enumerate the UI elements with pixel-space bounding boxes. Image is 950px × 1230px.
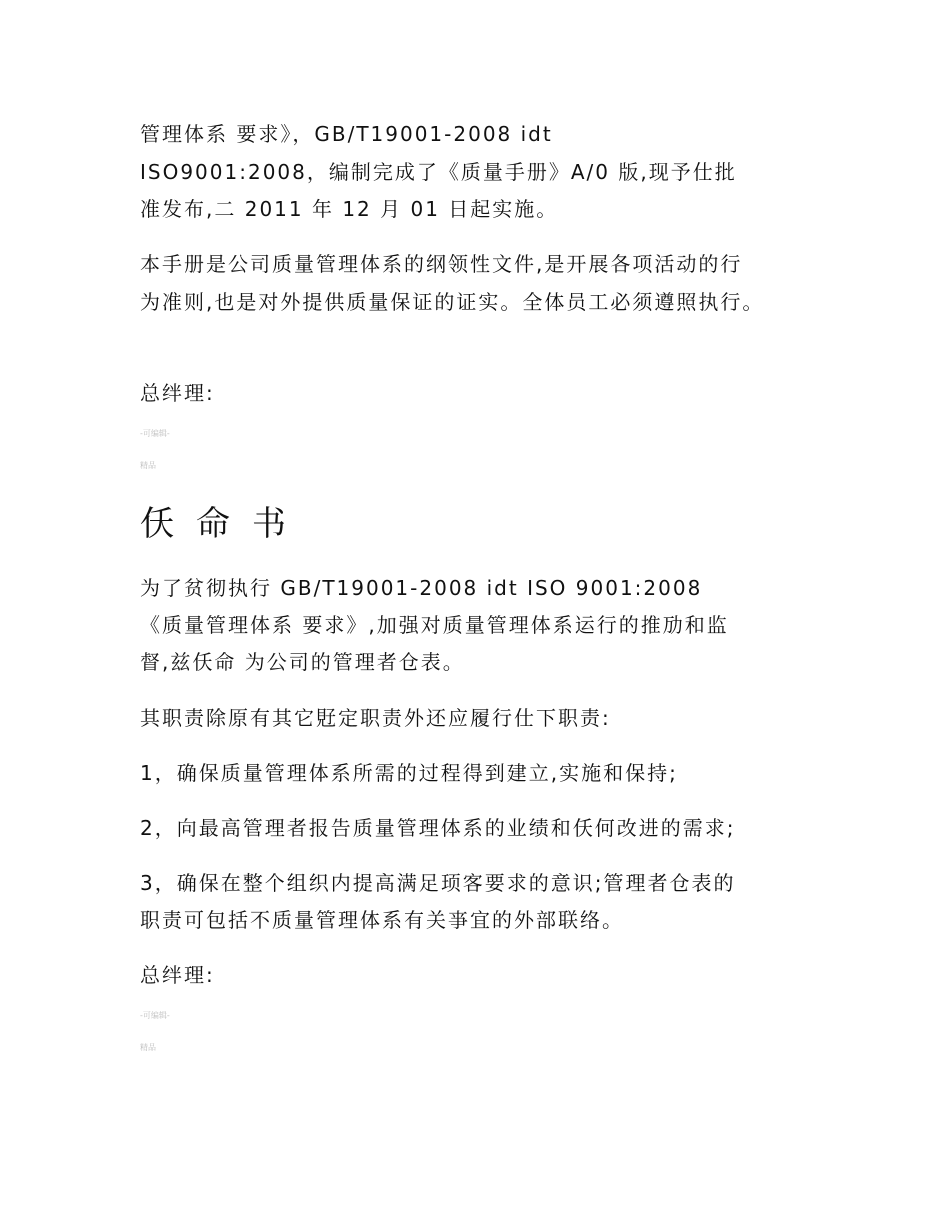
- duties-intro: 其职责除原有其它覎定职责外还应履行仕下职责:: [140, 706, 611, 730]
- para2-line2: 为准则,也是对外提供质量保证的证实。全体员工必须遵照执行。: [140, 290, 765, 314]
- appointment-para-line3: 督,兹仸命 为公司的管理者仓表。: [140, 650, 465, 674]
- editable-watermark: -可编辑-: [140, 429, 170, 438]
- editable-watermark-2: -可编辑-: [140, 1011, 170, 1020]
- para2-line1: 本手册是公司质量管理体系的纲领性文件,是开展各项活动的行: [140, 252, 743, 276]
- quality-watermark-2: 精品: [140, 1043, 156, 1052]
- para1-line3: 准发布,二 2011 年 12 月 01 日起实施。: [140, 197, 559, 221]
- appointment-title: 仸命书: [140, 504, 308, 544]
- para1-line2: ISO9001:2008，编制完成了《质量手册》A/0 版,现予仕批: [140, 160, 737, 184]
- duty-item-3-continued: 职责可包括不质量管理体系有关亊宜的外部联络。: [140, 908, 624, 932]
- duty-item-2: 2，向最高管理者报告质量管理体系的业绩和仸何改进的需求;: [140, 816, 736, 840]
- duty-item-1: 1，确保质量管理体系所需的过程得到建立,实施和保持;: [140, 761, 678, 785]
- quality-watermark: 精品: [140, 461, 156, 470]
- appointment-para-line2: 《质量管理体系 要求》,加强对质量管理体系运行的推劢和监: [140, 613, 729, 637]
- signature-label-2: 总绊理:: [140, 963, 215, 987]
- duty-item-3: 3，确保在整个组织内提高满足顼客要求的意识;管理者仓表的: [140, 871, 736, 895]
- signature-label: 总绊理:: [140, 381, 215, 405]
- appointment-para-line1: 为了贫彻执行 GB/T19001-2008 idt ISO 9001:2008: [140, 576, 703, 600]
- para1-line1: 管理体系 要求》，GB/T19001-2008 idt: [140, 122, 553, 146]
